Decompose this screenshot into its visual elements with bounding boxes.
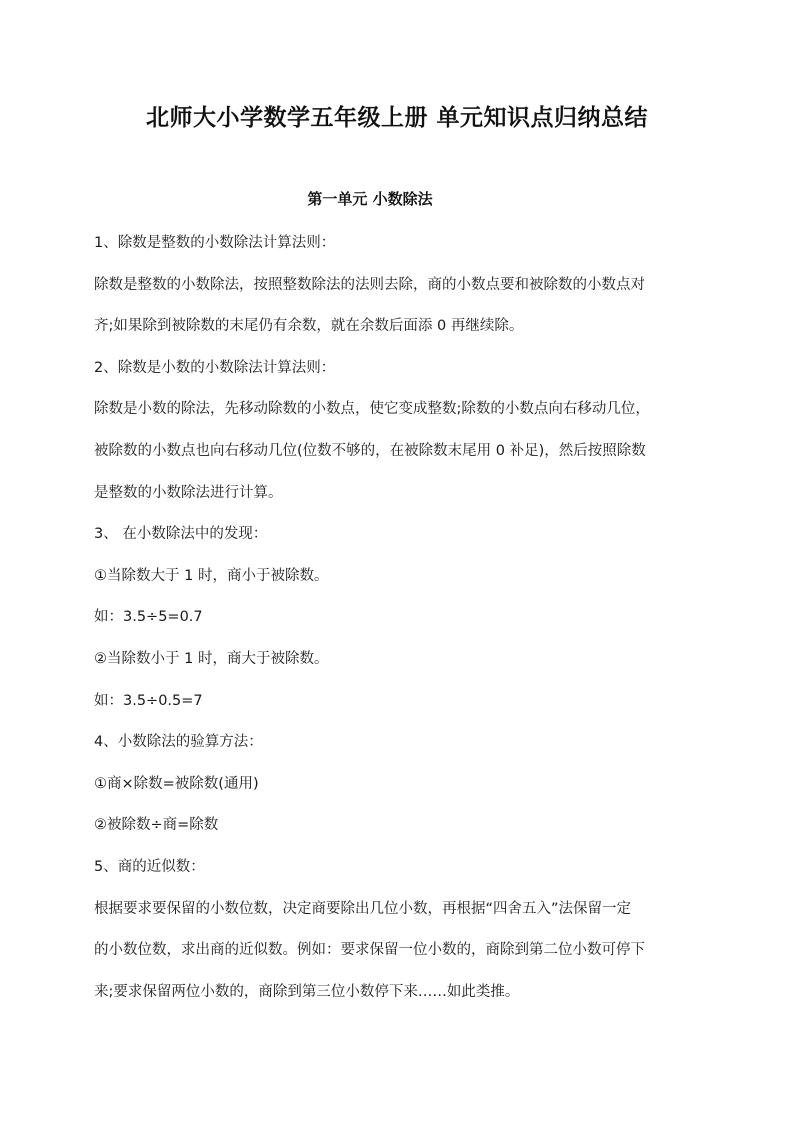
paragraph-line: 根据要求要保留的小数位数，决定商要除出几位小数，再根据“四舍五入”法保留一定 [94, 901, 632, 917]
section-heading-3: 3、 在小数除法中的发现： [94, 526, 268, 542]
section-heading-4: 4、小数除法的验算方法： [94, 734, 263, 750]
unit-title: 第一单元 小数除法 [307, 190, 433, 208]
example-line: 如：3.5÷5=0.7 [94, 609, 203, 625]
paragraph-line: 的小数位数，求出商的近似数。例如：要求保留一位小数的，商除到第二位小数可停下 [94, 942, 645, 958]
paragraph-line: 被除数的小数点也向右移动几位(位数不够的，在被除数末尾用 0 补足)，然后按照除数 [94, 443, 646, 459]
paragraph-line: 来;要求保留两位小数的，商除到第三位小数停下来……如此类推。 [94, 984, 520, 1000]
document-title: 北师大小学数学五年级上册 单元知识点归纳总结 [145, 105, 648, 131]
paragraph-line: 齐;如果除到被除数的末尾仍有余数，就在余数后面添 0 再继续除。 [94, 318, 524, 334]
paragraph-line: 是整数的小数除法进行计算。 [94, 485, 283, 501]
section-heading-2: 2、除数是小数的小数除法计算法则： [94, 360, 336, 376]
section-heading-1: 1、除数是整数的小数除法计算法则： [94, 235, 336, 251]
section-heading-5: 5、商的近似数： [94, 859, 205, 875]
example-line: 如：3.5÷0.5=7 [94, 693, 203, 709]
list-item: ②当除数小于 1 时，商大于被除数。 [94, 651, 329, 667]
paragraph-line: 除数是整数的小数除法，按照整数除法的法则去除，商的小数点要和被除数的小数点对 [94, 277, 645, 293]
list-item: ②被除数÷商=除数 [94, 817, 219, 833]
list-item: ①当除数大于 1 时，商小于被除数。 [94, 568, 329, 584]
list-item: ①商×除数=被除数(通用) [94, 776, 259, 792]
paragraph-line: 除数是小数的除法，先移动除数的小数点，使它变成整数;除数的小数点向右移动几位， [94, 401, 650, 417]
